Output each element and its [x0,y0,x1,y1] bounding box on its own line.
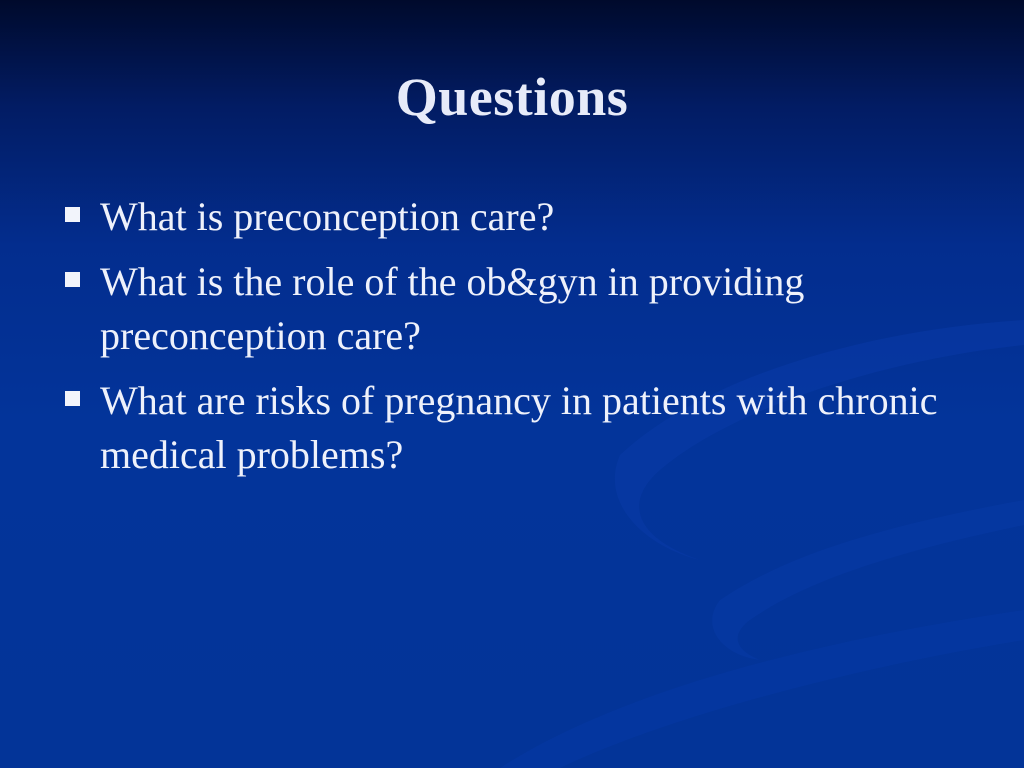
bullet-text: What is preconception care? [100,194,555,239]
bullet-text: What are risks of pregnancy in patients with chronic medical problems? [100,378,938,477]
list-item [62,255,962,363]
square-bullet-icon [65,391,80,406]
square-bullet-icon [65,207,80,222]
list-item [62,190,962,244]
bullet-list [62,190,962,493]
list-item [62,374,962,482]
square-bullet-icon [65,272,80,287]
bullet-text: What is the role of the ob&gyn in providing preconception care? [100,259,805,358]
slide-title: Questions [395,67,629,127]
